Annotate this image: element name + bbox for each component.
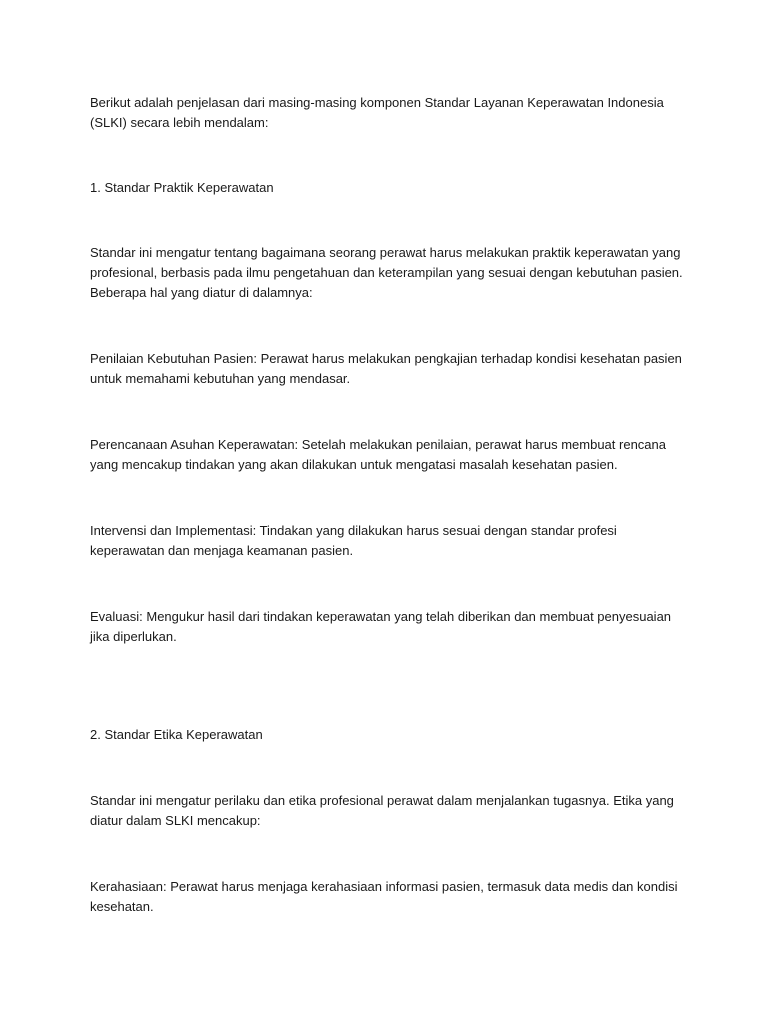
section-2-description: Standar ini mengatur perilaku dan etika profesional perawat dalam menjalankan tugasnya. Etika yang diatur dalam SLKI mencakup:	[90, 793, 674, 828]
section-2-item: Kerahasiaan: Perawat harus menjaga kerahasiaan informasi pasien, termasuk data medis dan kondisi kesehatan.	[90, 879, 678, 914]
section-1-item: Penilaian Kebutuhan Pasien: Perawat harus melakukan pengkajian terhadap kondisi kesehatan pasien untuk memahami kebutuhan yang mendasar.	[90, 351, 682, 386]
section-1-item: Intervensi dan Implementasi: Tindakan yang dilakukan harus sesuai dengan standar profesi keperawatan dan menjaga keamanan pasien.	[90, 523, 617, 558]
intro-paragraph: Berikut adalah penjelasan dari masing-masing komponen Standar Layanan Keperawatan Indonesia (SLKI) secara lebih mendalam:	[90, 95, 664, 130]
section-1-item: Evaluasi: Mengukur hasil dari tindakan keperawatan yang telah diberikan dan membuat penyesuaian jika diperlukan.	[90, 609, 672, 644]
section-1-item: Perencanaan Asuhan Keperawatan: Setelah melakukan penilaian, perawat harus membuat rencana yang mencakup tindakan yang akan dilakukan untuk mengatasi masalah kesehatan pasien.	[90, 437, 666, 472]
section-1-heading: 1. Standar Praktik Keperawatan	[90, 180, 274, 195]
section-2-heading: 2. Standar Etika Keperawatan	[90, 727, 263, 742]
section-1-description: Standar ini mengatur tentang bagaimana seorang perawat harus melakukan praktik keperawatan yang profesional, berbasis pada ilmu pengetahuan dan keterampilan yang sesuai dengan kebutuhan pasien. Beberapa hal yang diatur di dalamnya:	[90, 245, 683, 300]
